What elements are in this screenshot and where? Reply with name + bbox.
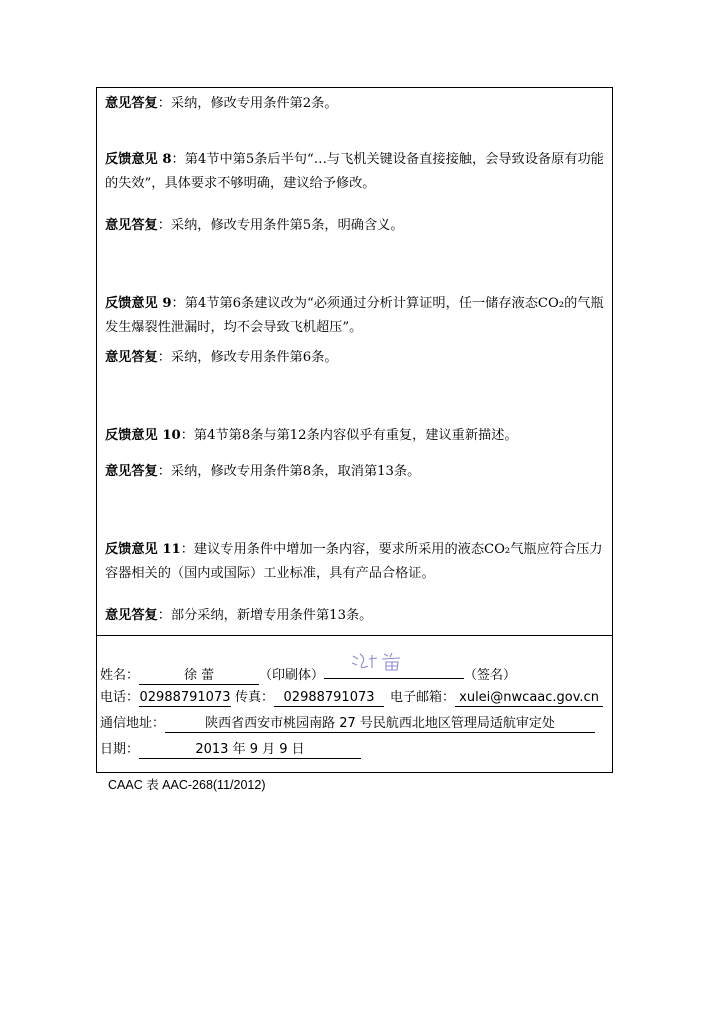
feedback-block-10	[105, 424, 605, 448]
reply-label: 意见答复	[105, 350, 158, 365]
sign-label: （签名）	[464, 668, 517, 683]
phone-label: 电话：	[100, 690, 140, 705]
feedback-text: ：第4节第8条与第12条内容似乎有重复，建议重新描述。	[180, 428, 518, 443]
reply-block-10	[105, 460, 605, 484]
reply-block-8	[105, 214, 605, 238]
email-label: 电子邮箱：	[390, 690, 456, 705]
reply-text: ：采纳，修改专用条件第2条。	[157, 96, 338, 111]
reply-text: ：采纳，修改专用条件第6条。	[157, 350, 338, 365]
feedback-block-9	[105, 292, 605, 340]
feedback-label: 反馈意见 11	[105, 542, 181, 557]
fax-label: 传真：	[235, 690, 275, 705]
address-row	[100, 714, 595, 734]
fax-value: 02988791073	[274, 690, 384, 707]
reply-label: 意见答复	[105, 218, 158, 233]
name-label: 姓名：	[100, 668, 140, 683]
feedback-form	[96, 87, 613, 773]
name-row	[100, 662, 516, 686]
reply-text: ：部分采纳，新增专用条件第13条。	[157, 608, 373, 623]
reply-block-11	[105, 604, 605, 628]
reply-label: 意见答复	[105, 464, 158, 479]
feedback-block-11	[105, 538, 605, 586]
feedback-text: ：第4节第6条建议改为“必须通过分析计算证明，任一储存液态CO₂的气瓶发生爆裂性泄漏时，均不会导致飞机超压”。	[105, 296, 604, 335]
feedback-label: 反馈意见 10	[105, 428, 181, 443]
section-divider	[97, 635, 612, 636]
form-code: CAAC 表 AAC-268(11/2012)	[108, 778, 266, 792]
reply-text: ：采纳，修改专用条件第8条，取消第13条。	[157, 464, 421, 479]
feedback-label: 反馈意见 9	[105, 296, 172, 311]
reply-label: 意见答复	[105, 96, 158, 111]
feedback-text: ：建议专用条件中增加一条内容，要求所采用的液态CO₂气瓶应符合压力容器相关的（国内或国际）工业标准，具有产品合格证。	[105, 542, 603, 581]
phone-value: 02988791073	[139, 690, 231, 705]
signature-icon	[350, 650, 410, 676]
date-row	[100, 740, 361, 760]
phone-row	[100, 688, 603, 708]
feedback-label: 反馈意见 8	[105, 152, 172, 167]
reply-text: ：采纳，修改专用条件第5条，明确含义。	[157, 218, 404, 233]
date-label: 日期：	[100, 742, 140, 757]
email-value: xulei@nwcaac.gov.cn	[455, 690, 603, 707]
name-value: 徐 蕾	[139, 668, 259, 685]
feedback-block-8	[105, 148, 605, 196]
address-label: 通信地址：	[100, 716, 166, 731]
signature	[324, 662, 464, 679]
reply-block	[105, 92, 605, 116]
address-value: 陕西省西安市桃园南路 27 号民航西北地区管理局适航审定处	[165, 716, 595, 733]
reply-block-9	[105, 346, 605, 370]
feedback-text: ：第4节中第5条后半句“…与飞机关键设备直接接触，会导致设备原有功能的失效”，具体要求不够明确，建议给予修改。	[105, 152, 604, 191]
reply-label: 意见答复	[105, 608, 158, 623]
print-label: （印刷体）	[259, 668, 325, 683]
date-value: 2013 年 9 月 9 日	[139, 742, 361, 759]
